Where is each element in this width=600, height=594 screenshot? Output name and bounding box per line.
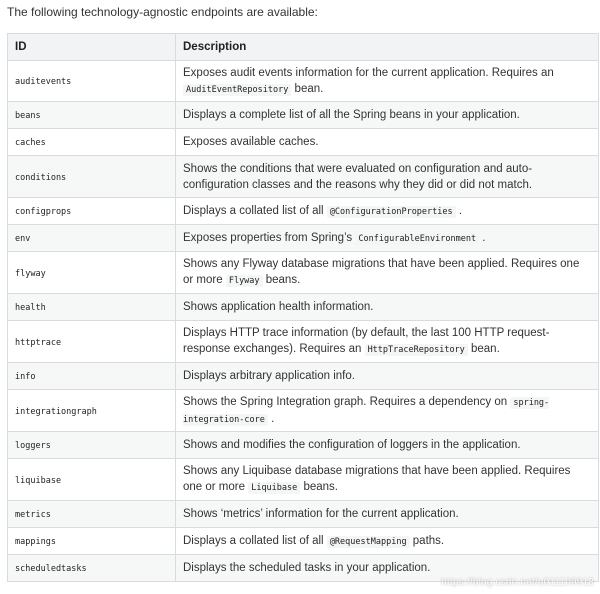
endpoint-id-cell bbox=[8, 129, 176, 156]
endpoint-id-cell bbox=[8, 156, 176, 198]
table-row bbox=[8, 321, 599, 363]
endpoint-description bbox=[176, 129, 599, 156]
endpoint-description bbox=[176, 363, 599, 390]
endpoint-id-cell bbox=[8, 102, 176, 129]
description-text: Shows and modifies the configuration of loggers in the application. bbox=[183, 439, 521, 451]
endpoints-table bbox=[7, 33, 599, 582]
endpoint-id-cell bbox=[8, 61, 176, 102]
description-code: spring-integration-core bbox=[183, 397, 550, 425]
endpoint-id-cell bbox=[8, 528, 176, 555]
description-code: @ConfigurationProperties bbox=[327, 206, 456, 218]
endpoint-description bbox=[176, 390, 599, 432]
table-row bbox=[8, 102, 599, 129]
table-row bbox=[8, 198, 599, 225]
description-code: Flyway bbox=[226, 275, 263, 287]
endpoint-id: httptrace bbox=[15, 337, 62, 348]
endpoint-id: env bbox=[15, 234, 31, 244]
table-row bbox=[8, 363, 599, 390]
description-text: Shows ‘metrics’ information for the current application. bbox=[183, 508, 459, 520]
description-text: Displays the scheduled tasks in your application. bbox=[183, 562, 431, 574]
description-suffix: . bbox=[455, 204, 463, 217]
endpoint-description bbox=[176, 459, 599, 501]
description-text: Exposes properties from Spring’s bbox=[183, 231, 356, 244]
endpoint-id: scheduledtasks bbox=[15, 564, 87, 574]
description-text: Displays a complete list of all the Spring beans in your application. bbox=[183, 109, 520, 121]
table-row bbox=[8, 225, 599, 252]
description-text: Exposes audit events information for the current application. Requires an bbox=[183, 66, 554, 79]
endpoint-description bbox=[176, 321, 599, 363]
description-code: @RequestMapping bbox=[327, 536, 410, 548]
endpoint-id-cell bbox=[8, 225, 176, 252]
intro-text: The following technology-agnostic endpoints are available: bbox=[7, 5, 318, 19]
endpoint-description bbox=[176, 102, 599, 129]
endpoint-id-cell bbox=[8, 432, 176, 459]
table-header-row bbox=[8, 34, 599, 61]
description-code: ConfigurableEnvironment bbox=[355, 233, 479, 245]
description-text: Shows the Spring Integration graph. Requires a dependency on bbox=[183, 395, 511, 408]
header-id: ID bbox=[8, 34, 176, 61]
endpoint-id: auditevents bbox=[15, 77, 72, 87]
description-text: Displays arbitrary application info. bbox=[183, 370, 355, 382]
endpoint-id: integrationgraph bbox=[15, 406, 97, 417]
table-row bbox=[8, 501, 599, 528]
description-suffix: paths. bbox=[409, 534, 445, 547]
endpoint-id: info bbox=[15, 372, 36, 382]
description-suffix: bean. bbox=[291, 82, 324, 95]
endpoint-description bbox=[176, 501, 599, 528]
endpoint-id: caches bbox=[15, 138, 46, 148]
description-suffix: . bbox=[267, 412, 275, 425]
description-text: Shows the conditions that were evaluated on configuration and auto-configuration classes and the reasons why they did or did not match. bbox=[183, 162, 533, 191]
endpoint-id: health bbox=[15, 303, 46, 313]
description-suffix: . bbox=[479, 231, 486, 244]
endpoint-id: configprops bbox=[15, 207, 72, 217]
table-row bbox=[8, 156, 599, 198]
table-row bbox=[8, 252, 599, 294]
description-suffix: beans. bbox=[300, 481, 338, 493]
endpoint-id: conditions bbox=[15, 172, 67, 183]
table-row bbox=[8, 528, 599, 555]
endpoint-description bbox=[176, 225, 599, 252]
description-text: Shows any Liquibase database migrations that have been applied. Requires one or more bbox=[183, 465, 571, 493]
table-row bbox=[8, 432, 599, 459]
description-suffix: bean. bbox=[467, 343, 500, 355]
description-text: Shows any Flyway database migrations that have been applied. Requires one or more bbox=[183, 258, 580, 286]
endpoint-id-cell bbox=[8, 555, 176, 582]
endpoint-id-cell bbox=[8, 252, 176, 294]
endpoint-id-cell bbox=[8, 294, 176, 321]
table-row bbox=[8, 390, 599, 432]
endpoint-description bbox=[176, 294, 599, 321]
endpoint-id-cell bbox=[8, 321, 176, 363]
table-row bbox=[8, 61, 599, 102]
watermark: https://blog.csdn.net/u011109918 bbox=[441, 577, 594, 588]
table-row bbox=[8, 459, 599, 501]
endpoint-id: flyway bbox=[15, 268, 46, 279]
description-text: Shows application health information. bbox=[183, 301, 374, 313]
description-suffix: beans. bbox=[262, 274, 301, 286]
endpoint-id-cell bbox=[8, 363, 176, 390]
endpoint-id: liquibase bbox=[15, 475, 62, 486]
description-text: Exposes available caches. bbox=[183, 136, 319, 148]
table-body bbox=[8, 61, 599, 582]
description-text: Displays HTTP trace information (by default, the last 100 HTTP request-response exchanges). Requires an bbox=[183, 327, 550, 355]
description-code: HttpTraceRepository bbox=[365, 344, 468, 356]
endpoint-description bbox=[176, 432, 599, 459]
endpoint-id-cell bbox=[8, 390, 176, 432]
table-row bbox=[8, 129, 599, 156]
description-text: Displays a collated list of all bbox=[183, 534, 327, 547]
endpoint-id: loggers bbox=[15, 441, 51, 451]
description-code: AuditEventRepository bbox=[183, 84, 291, 96]
description-text: Displays a collated list of all bbox=[183, 204, 327, 217]
endpoint-description bbox=[176, 61, 599, 102]
endpoint-id: mappings bbox=[15, 537, 56, 547]
endpoint-id-cell bbox=[8, 501, 176, 528]
header-description: Description bbox=[176, 34, 599, 61]
endpoint-description bbox=[176, 252, 599, 294]
table-row bbox=[8, 294, 599, 321]
description-code: Liquibase bbox=[248, 482, 300, 494]
endpoint-id: metrics bbox=[15, 510, 51, 520]
endpoint-description bbox=[176, 156, 599, 198]
endpoint-description bbox=[176, 198, 599, 225]
endpoint-id: beans bbox=[15, 111, 41, 121]
endpoint-description bbox=[176, 528, 599, 555]
endpoint-id-cell bbox=[8, 459, 176, 501]
endpoint-id-cell bbox=[8, 198, 176, 225]
